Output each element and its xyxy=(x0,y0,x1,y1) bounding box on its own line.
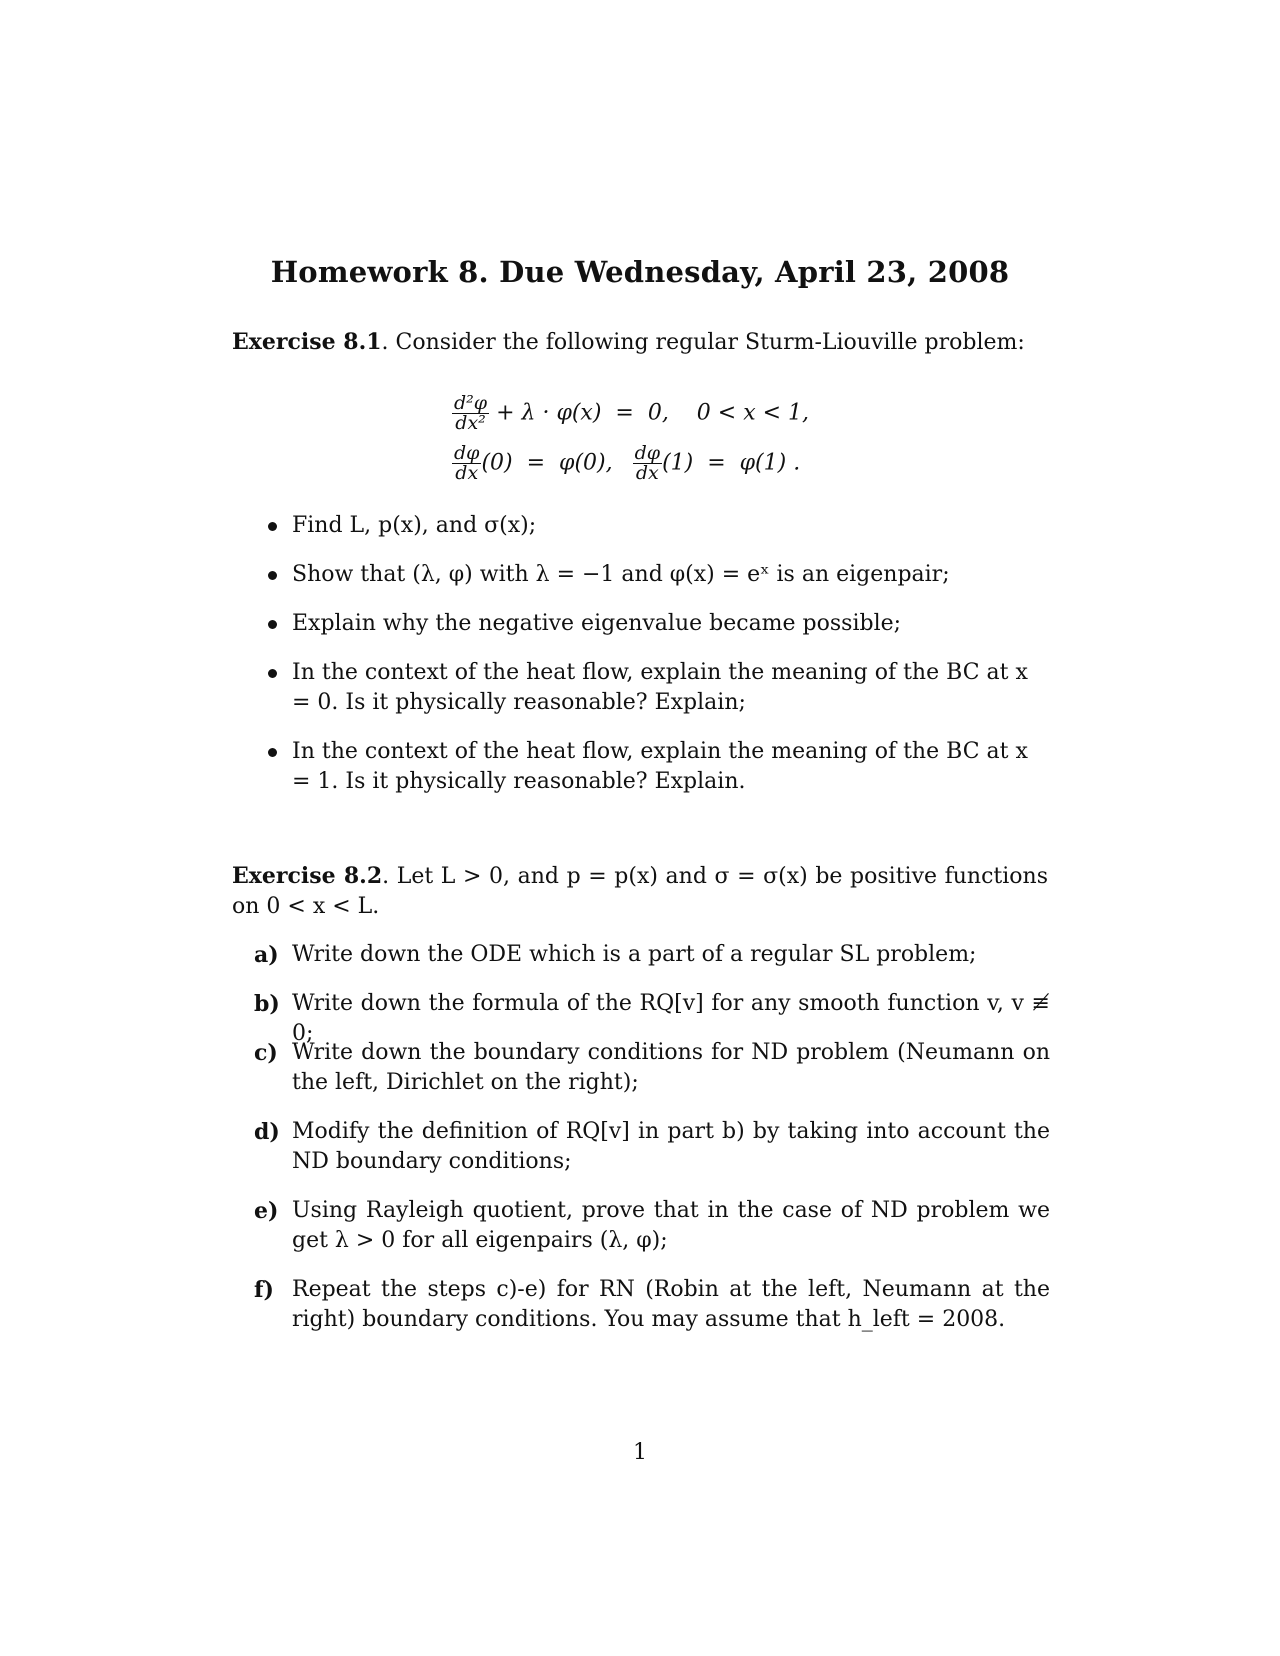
fraction-denominator: dx² xyxy=(455,412,486,434)
list-item: b) Write down the formula of the RQ[v] for any smooth function v, v ≢ 0; xyxy=(254,991,1050,1046)
fraction-numerator: d²φ xyxy=(454,392,488,414)
bullet-icon xyxy=(268,669,277,678)
equation-line-1 xyxy=(452,394,809,433)
part-label: d) xyxy=(254,1119,280,1145)
list-item: Find L, p(x), and σ(x); xyxy=(262,511,1052,541)
list-item: Explain why the negative eigenvalue became possible; xyxy=(262,609,1052,639)
exercise-8-1-text: . Consider the following regular Sturm-Liouville problem: xyxy=(381,330,1025,355)
second-derivative-fraction xyxy=(452,394,489,433)
page-title: Homework 8. Due Wednesday, April 23, 2008 xyxy=(270,255,1010,289)
fraction-denominator: dx xyxy=(455,462,479,484)
part-label: f) xyxy=(254,1277,274,1303)
fraction-numerator: dφ xyxy=(634,442,661,464)
exercise-8-1-intro xyxy=(232,327,1048,358)
bullet-icon xyxy=(268,748,277,757)
list-item: In the context of the heat flow, explain the meaning of the BC at x = 0. Is it physically reasonable? Explain; xyxy=(262,658,1052,718)
list-item: f) Repeat the steps c)-e) for RN (Robin at the left, Neumann at the right) boundary conditions. You may assume that h_left = 2008. xyxy=(254,1277,1050,1332)
bullet-icon xyxy=(268,522,277,531)
exercise-8-2-intro xyxy=(232,861,1048,922)
bullet-icon xyxy=(268,571,277,580)
exercise-8-2-label: Exercise 8.2 xyxy=(232,863,383,889)
list-item: In the context of the heat flow, explain the meaning of the BC at x = 1. Is it physically reasonable? Explain. xyxy=(262,737,1052,797)
exercise-8-2-text: . Let L > 0, and p = p(x) and σ = σ(x) be positive functions on 0 < x < L. xyxy=(232,864,1049,919)
equation-line-1-rest: + λ · φ(x) = 0, 0 < x < 1, xyxy=(496,400,810,426)
equation-line-2-part-1: (0) = φ(0), xyxy=(481,450,613,476)
part-label: c) xyxy=(254,1040,278,1066)
fraction-numerator: dφ xyxy=(454,442,480,464)
bullet-icon xyxy=(268,620,277,629)
derivative-fraction-left xyxy=(452,444,481,483)
page-number: 1 xyxy=(633,1440,647,1465)
equation-line-2 xyxy=(452,444,800,483)
list-item: Show that (λ, φ) with λ = −1 and φ(x) = eˣ is an eigenpair; xyxy=(262,560,1052,590)
part-label: a) xyxy=(254,942,279,968)
equation-line-2-part-2: (1) = φ(1) . xyxy=(662,450,801,476)
exercise-8-1-label: Exercise 8.1 xyxy=(232,329,382,355)
list-item: c) Write down the boundary conditions for ND problem (Neumann on the left, Dirichlet on the right); xyxy=(254,1040,1050,1095)
list-item: e) Using Rayleigh quotient, prove that in the case of ND problem we get λ > 0 for all eigenpairs (λ, φ); xyxy=(254,1198,1050,1253)
fraction-denominator: dx xyxy=(635,462,659,484)
part-label: b) xyxy=(254,991,280,1017)
part-label: e) xyxy=(254,1198,279,1224)
derivative-fraction-right xyxy=(633,444,662,483)
list-item: a) Write down the ODE which is a part of a regular SL problem; xyxy=(254,942,977,968)
list-item: d) Modify the definition of RQ[v] in part b) by taking into account the ND boundary conditions; xyxy=(254,1119,1050,1174)
